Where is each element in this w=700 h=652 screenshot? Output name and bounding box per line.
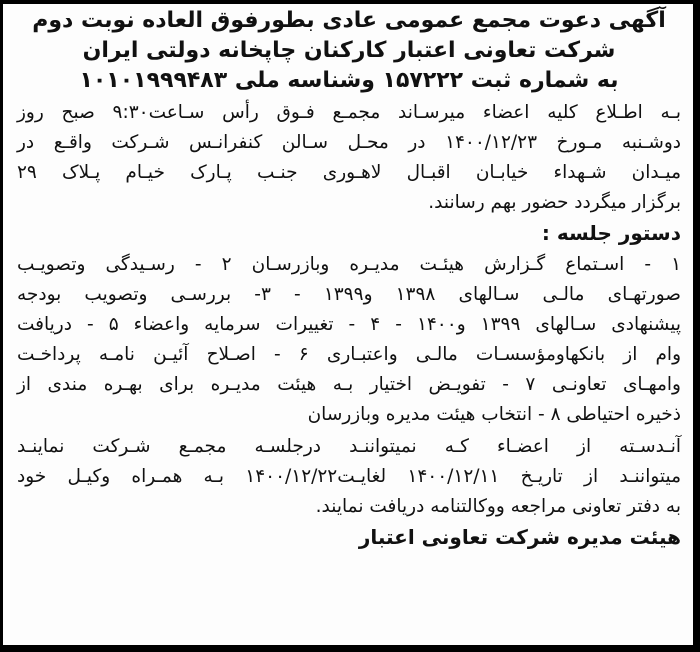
title-line-2: شرکت تعاونی اعتبار کارکنان چاپخانه دولتی ایران xyxy=(82,38,616,63)
intro-line-4: برگزار میگردد حضور بهم رسانند. xyxy=(428,192,681,213)
agenda-line-5: وامهـای تعاونـی ۷ - تفویـض اختیار بـه هیئت مدیـره برای بهـره مندی از xyxy=(17,374,681,395)
intro-paragraph xyxy=(17,98,681,218)
advertisement xyxy=(3,6,693,552)
title-line-3: به شماره ثبت ۱۵۷۲۲۲ وشناسه ملی ۱۰۱۰۱۹۹۹۴۸۳ xyxy=(79,68,619,93)
agenda-line-2: صورتهـای مالـی سـالهای ۱۳۹۸ و۱۳۹۹ - ۳- بررسـی وتصویب بودجه xyxy=(17,284,681,305)
proxy-line-2: میتواننـد از تاریـخ ۱۴۰۰/۱۲/۱۱ لغایـت۱۴۰۰/۱۲/۲۲ بـه همـراه وکیـل خود xyxy=(17,466,681,487)
intro-line-1: بـه اطـلاع کلیه اعضاء میرسـاند مجمـع فـوق رأس سـاعت۹:۳۰ صبح روز xyxy=(17,102,681,123)
proxy-paragraph xyxy=(17,432,681,522)
agenda-line-6: ذخیره احتیاطی ۸ - انتخاب هیئت مدیره وبازرسان xyxy=(307,404,681,425)
notice-frame xyxy=(3,4,693,645)
proxy-line-3: به دفتر تعاونی مراجعه ووکالتنامه دریافت نمایند. xyxy=(315,496,681,517)
signature: هیئت مدیره شرکت تعاونی اعتبار xyxy=(358,525,681,549)
intro-line-3: میـدان شـهداء خیابـان اقبـال لاهـوری جنـب پـارک خیـام پـلاک ۲۹ xyxy=(17,162,681,183)
agenda-line-1: ۱ - اسـتماع گـزارش هیئـت مدیـره وبازرسـان ۲ - رسـیدگی وتصویـب xyxy=(17,254,681,275)
agenda-line-3: پیشنهادی سـالهای ۱۳۹۹ و۱۴۰۰ - ۴ - تغییرات سرمایه واعضاء ۵ - دریافت xyxy=(17,314,681,335)
agenda-line-4: وام از بانکهاومؤسسـات مالـی واعتبـاری ۶ - اصـلاح آئیـن نامـه پرداخـت xyxy=(17,344,681,365)
proxy-line-1: آنـدسـته از اعضـاء کـه نمیتواننـد درجلسـه مجمـع شـرکت نماینـد xyxy=(17,436,681,457)
intro-line-2: دوشـنبه مـورخ ۱۴۰۰/۱۲/۲۳ در محـل سـالن کنفرانـس شـرکت واقـع در xyxy=(17,132,682,153)
notice-title xyxy=(17,6,681,96)
title-line-1: آگهی دعوت مجمع عمومی عادی بطورفوق العاده نوبت دوم xyxy=(32,8,666,33)
agenda-list xyxy=(17,250,681,430)
agenda-heading: دستور جلسه : xyxy=(541,221,681,245)
